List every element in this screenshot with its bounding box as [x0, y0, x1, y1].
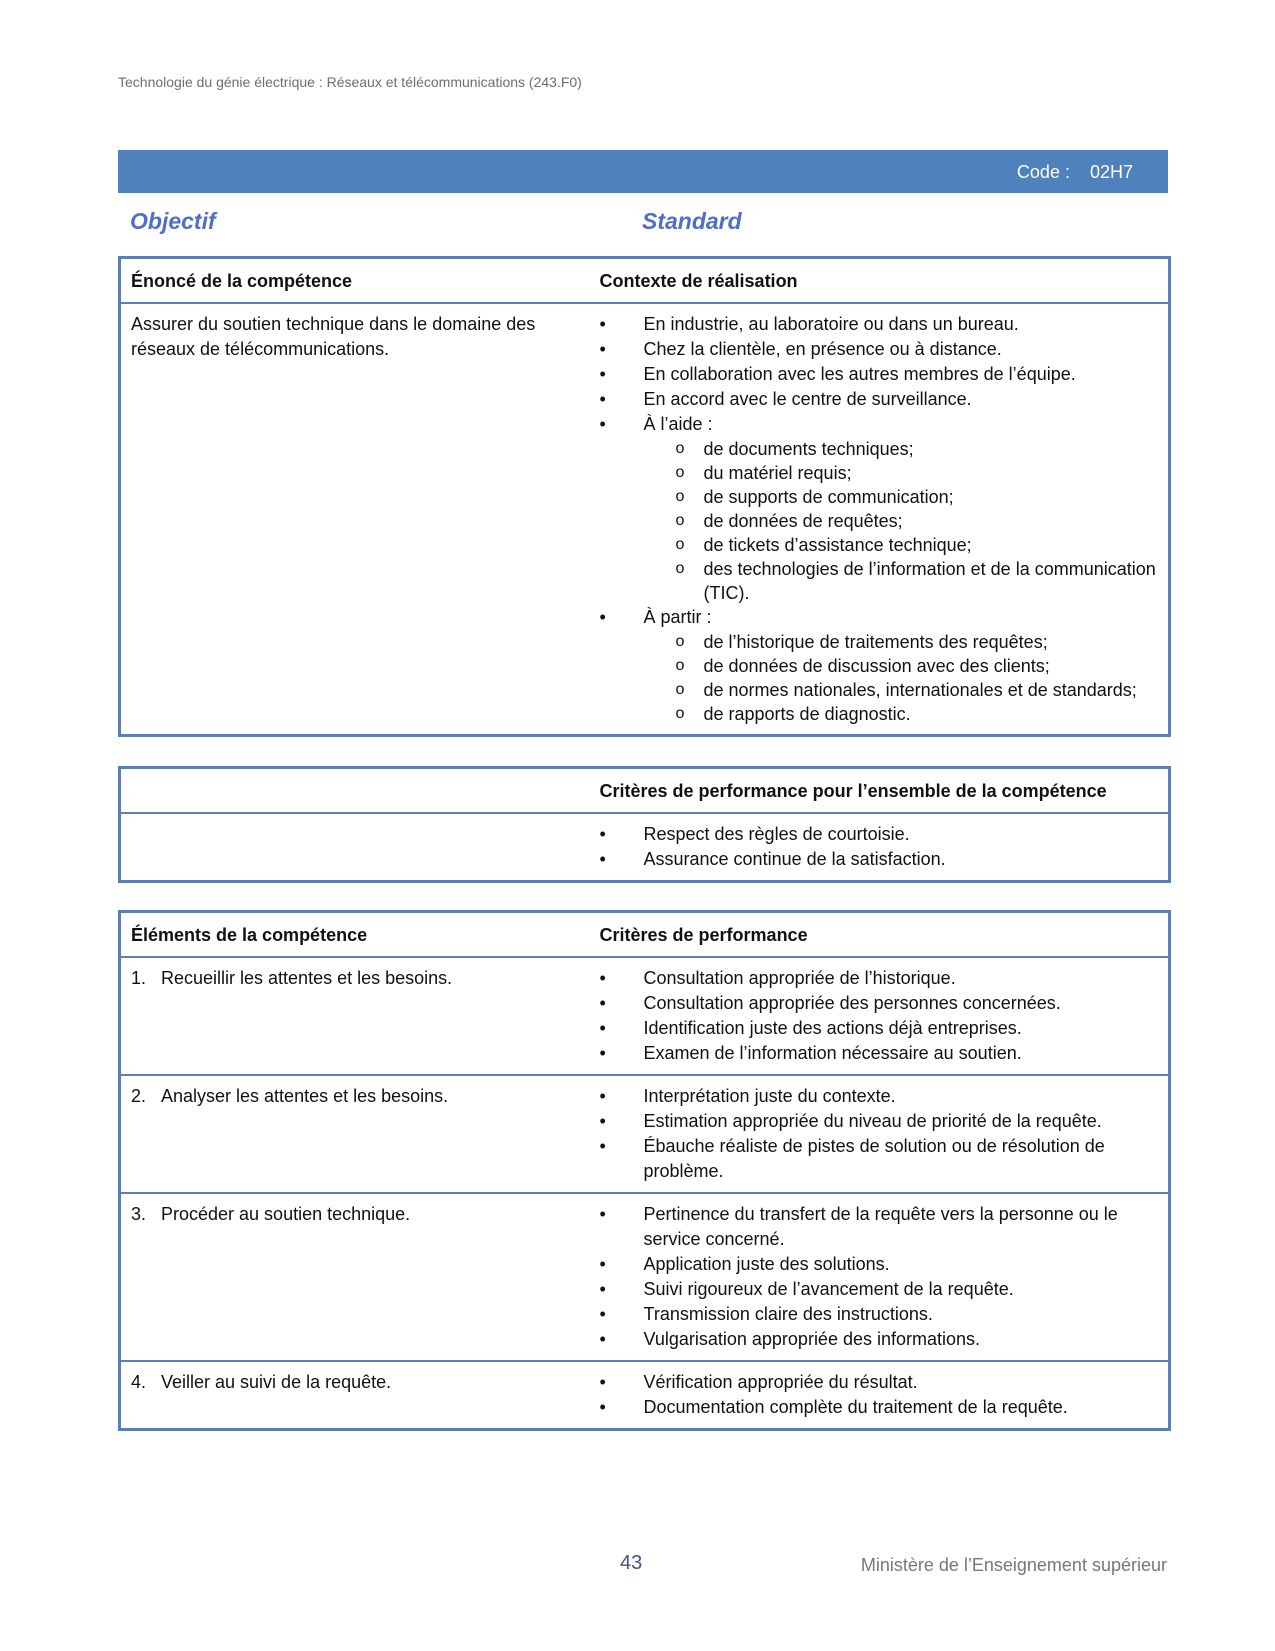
- page-number: 43: [620, 1552, 643, 1574]
- contexte-subitem: o de normes nationales, internationales et de standards;: [674, 678, 1159, 702]
- contexte-sublist: [644, 630, 1159, 726]
- elements-table: [118, 910, 1171, 1431]
- contexte-item: [600, 605, 1159, 726]
- element-label: [131, 1370, 580, 1395]
- contexte-item: [600, 387, 1159, 412]
- element-row: [120, 1361, 1170, 1430]
- contexte-item: [600, 312, 1159, 337]
- criteres-ensemble-heading: Critères de performance pour l’ensemble de la compétence: [599, 781, 1107, 801]
- contexte-subitem: o de supports de communication;: [674, 485, 1159, 509]
- critere-ensemble-item: • Respect des règles de courtoisie.: [600, 822, 1159, 847]
- element-row: [120, 957, 1170, 1075]
- criteres-list: [600, 1202, 1159, 1352]
- critere-item: • Consultation appropriée de l’historique.: [600, 966, 1159, 991]
- element-row: [120, 1075, 1170, 1193]
- competency-code: [1017, 162, 1133, 183]
- contexte-subitem: o de tickets d’assistance technique;: [674, 533, 1159, 557]
- contexte-subitem: o de données de requêtes;: [674, 509, 1159, 533]
- element-number: 3.: [131, 1204, 147, 1224]
- element-row: [120, 1193, 1170, 1361]
- code-band: [118, 150, 1168, 193]
- contexte-item-text: En accord avec le centre de surveillance.: [643, 389, 972, 409]
- criteres-list: [600, 1084, 1159, 1184]
- element-text: Recueillir les attentes et les besoins.: [161, 968, 453, 988]
- objectif-heading: Objectif: [130, 208, 216, 234]
- contexte-heading: Contexte de réalisation: [599, 271, 798, 291]
- code-value: 02H7: [1089, 162, 1133, 182]
- contexte-sublist: [644, 437, 1159, 605]
- criteres-list: [600, 1370, 1159, 1420]
- enonce-heading: Énoncé de la compétence: [131, 271, 353, 291]
- criteres-ensemble-table: [118, 766, 1171, 883]
- element-label: [131, 1202, 580, 1227]
- element-label: [131, 1084, 580, 1109]
- critere-item: • Ébauche réaliste de pistes de solution ou de résolution de problème.: [600, 1134, 1159, 1184]
- contexte-item-text: En collaboration avec les autres membres de l’équipe.: [643, 364, 1076, 384]
- critere-item: • Consultation appropriée des personnes concernées.: [600, 991, 1159, 1016]
- critere-item: • Vulgarisation appropriée des informations.: [600, 1327, 1159, 1352]
- critere-item: • Identification juste des actions déjà entreprises.: [600, 1016, 1159, 1041]
- code-label: Code :: [1016, 162, 1070, 182]
- contexte-item: [600, 362, 1159, 387]
- contexte-subitem: o du matériel requis;: [674, 461, 1159, 485]
- elements-heading: Éléments de la compétence: [131, 925, 368, 945]
- contexte-list: [600, 312, 1159, 726]
- element-label: [131, 966, 580, 991]
- critere-item: • Interprétation juste du contexte.: [600, 1084, 1159, 1109]
- criteres-heading: Critères de performance: [599, 925, 808, 945]
- contexte-item-text: À partir :: [643, 607, 712, 627]
- element-text: Analyser les attentes et les besoins.: [161, 1086, 449, 1106]
- critere-item: • Transmission claire des instructions.: [600, 1302, 1159, 1327]
- element-text: Veiller au suivi de la requête.: [161, 1372, 392, 1392]
- contexte-subitem: o de données de discussion avec des clients;: [674, 654, 1159, 678]
- critere-item: • Examen de l’information nécessaire au soutien.: [600, 1041, 1159, 1066]
- critere-ensemble-item: • Assurance continue de la satisfaction.: [600, 847, 1159, 872]
- contexte-subitem: o de rapports de diagnostic.: [674, 702, 1159, 726]
- contexte-item: [600, 412, 1159, 605]
- ministry-footer: Ministère de l’Enseignement supérieur: [860, 1555, 1167, 1575]
- critere-item: • Application juste des solutions.: [600, 1252, 1159, 1277]
- enonce-text: Assurer du soutien technique dans le domaine des réseaux de télécommunications.: [131, 314, 536, 359]
- element-number: 4.: [131, 1372, 147, 1392]
- critere-item: • Documentation complète du traitement de la requête.: [600, 1395, 1159, 1420]
- contexte-item-text: En industrie, au laboratoire ou dans un bureau.: [643, 314, 1019, 334]
- critere-item: • Pertinence du transfert de la requête vers la personne ou le service concerné.: [600, 1202, 1159, 1252]
- competence-table: [118, 256, 1171, 737]
- element-text: Procéder au soutien technique.: [161, 1204, 411, 1224]
- criteres-list: [600, 966, 1159, 1066]
- contexte-subitem: o de documents techniques;: [674, 437, 1159, 461]
- running-header: Technologie du génie électrique : Réseaux et télécommunications (243.F0): [118, 74, 582, 90]
- contexte-item-text: Chez la clientèle, en présence ou à distance.: [643, 339, 1002, 359]
- critere-item: • Estimation appropriée du niveau de priorité de la requête.: [600, 1109, 1159, 1134]
- standard-heading: Standard: [642, 208, 742, 234]
- contexte-subitem: o de l’historique de traitements des requêtes;: [674, 630, 1159, 654]
- contexte-subitem: o des technologies de l’information et de la communication (TIC).: [674, 557, 1159, 605]
- element-number: 2.: [131, 1086, 147, 1106]
- criteres-ensemble-list: [600, 822, 1159, 872]
- critere-item: • Vérification appropriée du résultat.: [600, 1370, 1159, 1395]
- contexte-item-text: À l’aide :: [643, 414, 713, 434]
- critere-item: • Suivi rigoureux de l’avancement de la requête.: [600, 1277, 1159, 1302]
- element-number: 1.: [131, 968, 147, 988]
- contexte-item: [600, 337, 1159, 362]
